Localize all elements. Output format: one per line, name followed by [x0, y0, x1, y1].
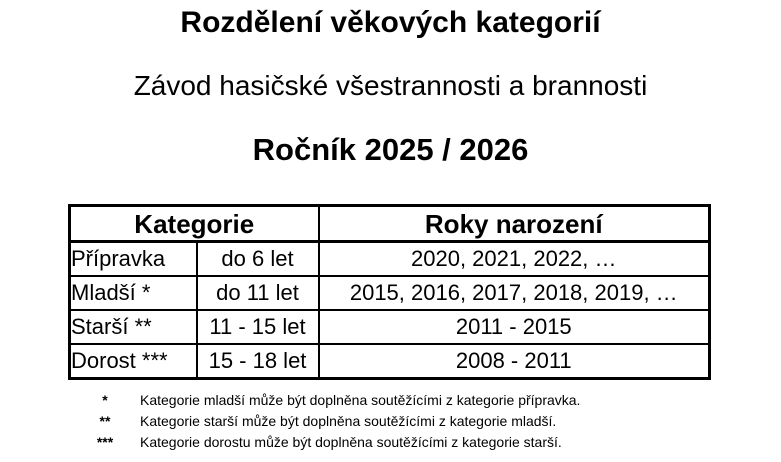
table-header-row — [70, 206, 710, 242]
footnote — [0, 432, 781, 453]
category-age: do 11 let — [197, 276, 319, 310]
category-birth-years: 2011 - 2015 — [319, 310, 710, 344]
footnote-mark: * — [102, 392, 108, 408]
footnote — [0, 411, 781, 432]
footnote-mark: *** — [96, 434, 114, 450]
page-title: Rozdělení věkových kategorií — [180, 6, 601, 39]
footnote-text: Kategorie mladší může být doplněna soutěžícími z kategorie přípravka. — [140, 392, 581, 408]
category-name: Přípravka — [70, 242, 197, 277]
footnote-text: Kategorie starší může být doplněna soutěžícími z kategorie mladší. — [140, 413, 557, 429]
footnote-mark: ** — [99, 413, 111, 429]
category-birth-years: 2015, 2016, 2017, 2018, 2019, … — [319, 276, 710, 310]
age-category-table — [68, 204, 711, 380]
category-name: Dorost *** — [70, 344, 197, 379]
table-row — [70, 242, 710, 277]
footnote — [0, 390, 781, 411]
season-title: Ročník 2025 / 2026 — [252, 132, 529, 167]
category-birth-years: 2020, 2021, 2022, … — [319, 242, 710, 277]
category-age: do 6 let — [197, 242, 319, 277]
table-row — [70, 310, 710, 344]
category-age: 11 - 15 let — [197, 310, 319, 344]
table-row — [70, 344, 710, 379]
header-category: Kategorie — [70, 206, 319, 242]
header-birth-years: Roky narození — [319, 206, 710, 242]
page-subtitle: Závod hasičské všestrannosti a brannosti — [133, 70, 648, 101]
table-row — [70, 276, 710, 310]
footnote-text: Kategorie dorostu může být doplněna soutěžícími z kategorie starší. — [140, 434, 562, 450]
category-age: 15 - 18 let — [197, 344, 319, 379]
category-name: Starší ** — [70, 310, 197, 344]
category-name: Mladší * — [70, 276, 197, 310]
category-birth-years: 2008 - 2011 — [319, 344, 710, 379]
footnotes — [0, 390, 781, 453]
